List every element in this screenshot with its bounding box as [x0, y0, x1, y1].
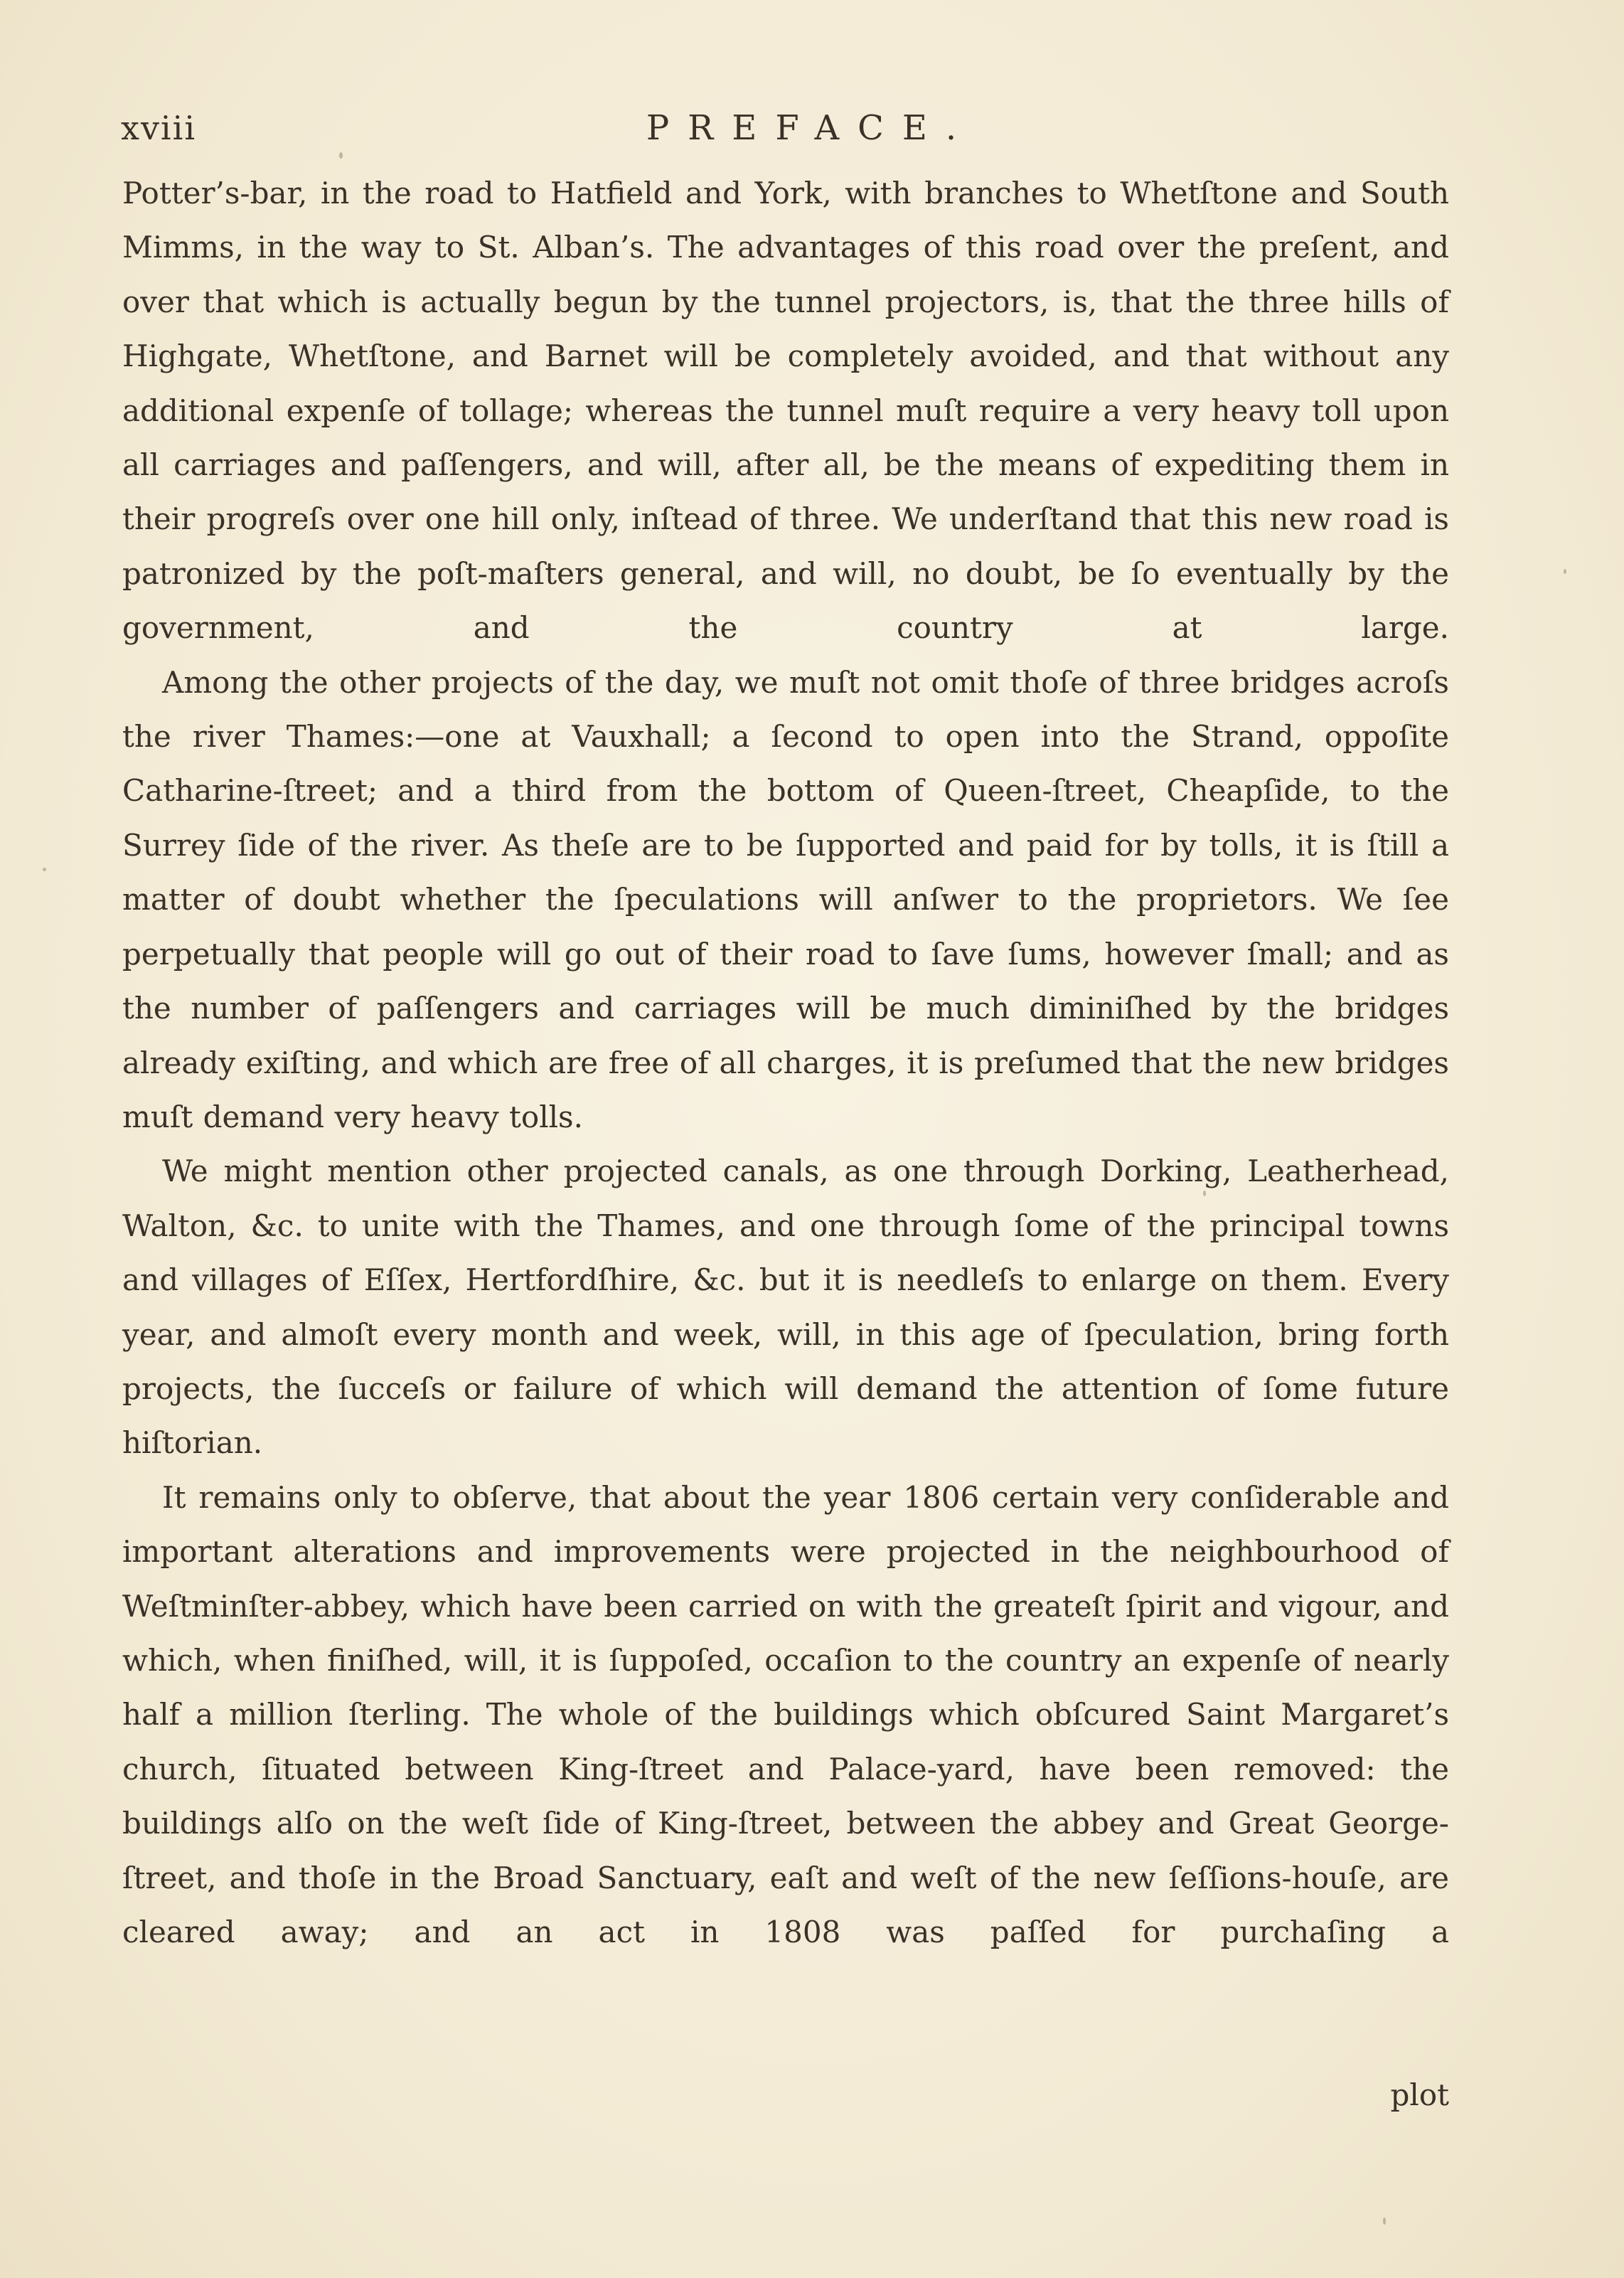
paragraph-2: Among the other projects of the day, we muſt not omit thoſe of three bridges acroſs the river Thames:—one at Vauxhall; a ſecond to open into the Strand, oppoſite Catharine-ſtreet; and a third from the bottom of Queen-ſtreet, Cheapſide, to the Surrey ſide of the river. As theſe are to be ſupported and paid for by tolls, it is ſtill a matter of doubt whether the ſpeculations will anſwer to the proprietors. We ſee perpetually that people will go out of their road to ſave ſums, however ſmall; and as the number of paſſengers and carriages will be much diminiſhed by the bridges already exiſting, and which are free of all charges, it is preſumed that the new bridges muſt demand very heavy tolls. — [122, 664, 1449, 1134]
paper-speck — [1203, 1191, 1206, 1196]
paper-speck — [43, 868, 46, 871]
paragraph-4: It remains only to obſerve, that about the year 1806 certain very conſiderable and important alterations and improvements were projected in the neighbourhood of Weſtminſter-abbey, which have been carried on with the greateſt ſpirit and vigour, and which, when finiſhed, will, it is ſuppoſed, occaſion to the country an expenſe of nearly half a million ſterling. The whole of the buildings which obſcured Saint Margaret’s church, ſituated between King-ſtreet and Palace-yard, have been removed: the buildings alſo on the weſt ſide of King-ſtreet, between the abbey and Great George-ſtreet, and thoſe in the Broad Sanctuary, eaſt and weſt of the new ſeſſions-houſe, are cleared away; and an act in 1808 was paſſed for purchaſing a — [122, 1479, 1449, 1949]
running-head — [121, 107, 1451, 149]
paper-speck — [1564, 569, 1566, 574]
catchword: plot — [1390, 2077, 1449, 2112]
page-title: PREFACE. — [646, 108, 976, 148]
paragraph-3: We might mention other projected canals, as one through Dorking, Leatherhead, Walton, &c. to unite with the Thames, and one through ſome of the principal towns and villages of Eſſex, Hertfordſhire, &c. but it is needleſs to enlarge on them. Every year, and almoſt every month and week, will, in this age of ſpeculation, bring forth projects, the ſucceſs or failure of which will demand the attention of ſome future hiſtorian. — [122, 1154, 1449, 1461]
paragraph-1: Potter’s-bar, in the road to Hatfield and York, with branches to Whetſtone and South Mimms, in the way to St. Alban’s. The advantages of this road over the preſent, and over that which is actually begun by the tunnel projectors, is, that the three hills of Highgate, Whetſtone, and Barnet will be completely avoided, and that without any additional expenſe of tollage; whereas the tunnel muſt require a very heavy toll upon all carriages and paſſengers, and will, after all, be the means of expediting them in their progreſs over one hill only, inſtead of three. We underſtand that this new road is patronized by the poſt-maſters general, and will, no doubt, be ſo eventually by the government, and the country at large. — [122, 176, 1449, 646]
paper-speck — [1383, 2218, 1386, 2225]
body-text — [122, 166, 1449, 1959]
page-number: xviii — [121, 109, 197, 147]
paper-speck — [339, 152, 343, 159]
